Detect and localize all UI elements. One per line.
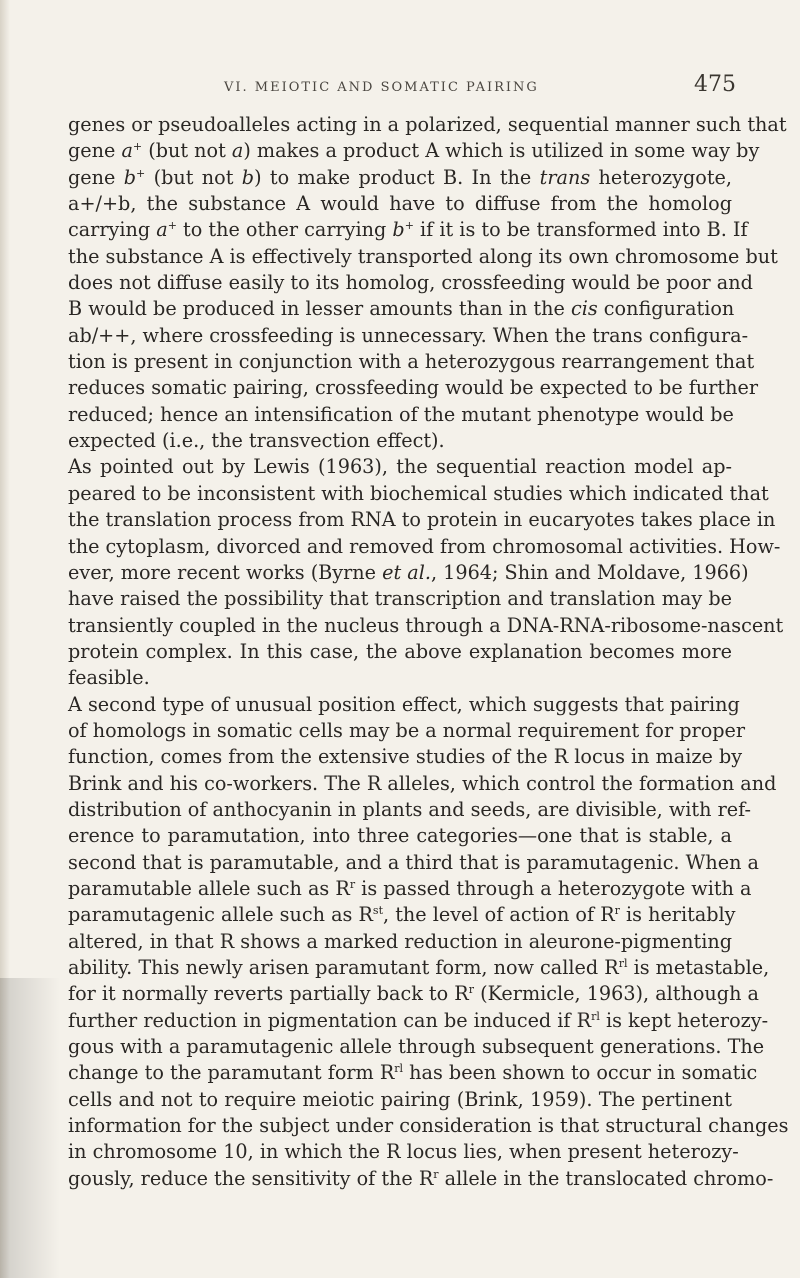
text-line: for it normally reverts partially back to $R^r$ (Kermicle, 1963), although a [68,982,759,1006]
text-line: ab/++, where crossfeeding is unnecessary. When the trans configura- [68,323,749,347]
text-line: cells and not to require meiotic pairing (Brink, 1959). The pertinent [68,1087,732,1111]
text-line: gous with a paramutagenic allele through subsequent generations. The [68,1035,765,1059]
text-line: gene a+ (but not a) makes a product A which is utilized in some way by [68,139,760,163]
text-line: reduced; hence an intensification of the mutant phenotype would be [68,402,734,426]
page-corner-shadow [0,978,60,1278]
text-line: reduces somatic pairing, crossfeeding would be expected to be further [68,376,759,400]
text-line: information for the subject under consideration is that structural changes [68,1114,789,1138]
text-line: altered, in that R shows a marked reduction in aleurone-pigmenting [68,929,732,953]
text-line: genes or pseudoalleles acting in a polarized, sequential manner such that [68,113,787,136]
text-line: further reduction in pigmentation can be induced if $R^{rl}$ is kept heterozy- [68,1008,769,1032]
text-line: Brink and his co-workers. The R alleles, which control the formation and [68,771,777,795]
text-line: A second type of unusual position effect, which suggests that pairing [68,692,740,716]
text-line: distribution of anthocyanin in plants and seeds, are divisible, with ref- [68,797,752,821]
text-line: gously, reduce the sensitivity of the $R^r$ allele in the translocated chromo- [68,1166,774,1190]
text-line: the cytoplasm, divorced and removed from chromosomal activities. How- [68,534,781,558]
running-head: VI. MEIOTIC AND SOMATIC PAIRING [224,80,539,95]
text-line: ability. This newly arisen paramutant form, now called $R^{rl}$ is metastable, [68,956,770,979]
text-line: B would be produced in lesser amounts than in the cis configuration [68,297,735,321]
text-line: have raised the possibility that transcription and translation may be [68,587,732,611]
text-line: ever, more recent works (Byrne et al., 1964; Shin and Moldave, 1966) [68,560,749,584]
text-line: expected (i.e., the transvection effect). [68,429,445,453]
text-line: gene b+ (but not b) to make product B. In the trans heterozygote, [68,165,732,189]
text-line: carrying a+ to the other carrying b+ if it is to be transformed into B. If [68,218,748,242]
text-line: the translation process from RNA to protein in eucaryotes takes place in [68,508,776,532]
text-line: paramutagenic allele such as $R^{st}$, the level of action of $R^r$ is heritably [68,903,736,927]
text-line: As pointed out by Lewis (1963), the sequential reaction model ap- [68,455,732,479]
text-line: erence to paramutation, into three categories—one that is stable, a [68,824,732,848]
text-line: tion is present in conjunction with a heterozygous rearrangement that [68,350,755,374]
text-line: second that is paramutable, and a third that is paramutagenic. When a [68,850,759,874]
text-line: a+/+b, the substance A would have to diffuse from the homolog [68,192,732,216]
body-text [68,112,789,1192]
text-line: paramutable allele such as $R^r$ is passed through a heterozygote with a [68,876,752,900]
text-line: peared to be inconsistent with biochemical studies which indicated that [68,481,769,505]
text-line: feasible. [68,666,150,690]
text-line: transiently coupled in the nucleus through a DNA-RNA-ribosome-nascent [68,613,784,637]
text-line: of homologs in somatic cells may be a normal requirement for proper [68,718,746,742]
text-line: change to the paramutant form $R^{rl}$ has been shown to occur in somatic [68,1061,758,1085]
text-line: the substance A is effectively transported along its own chromosome but [68,244,778,268]
page-number: 475 [694,72,736,97]
text-line: protein complex. In this case, the above explanation becomes more [68,639,732,663]
text-line: function, comes from the extensive studies of the R locus in maize by [68,745,743,769]
text-line: in chromosome 10, in which the R locus lies, when present heterozy- [68,1140,739,1164]
text-line: does not diffuse easily to its homolog, crossfeeding would be poor and [68,271,753,295]
page-header [224,72,736,97]
